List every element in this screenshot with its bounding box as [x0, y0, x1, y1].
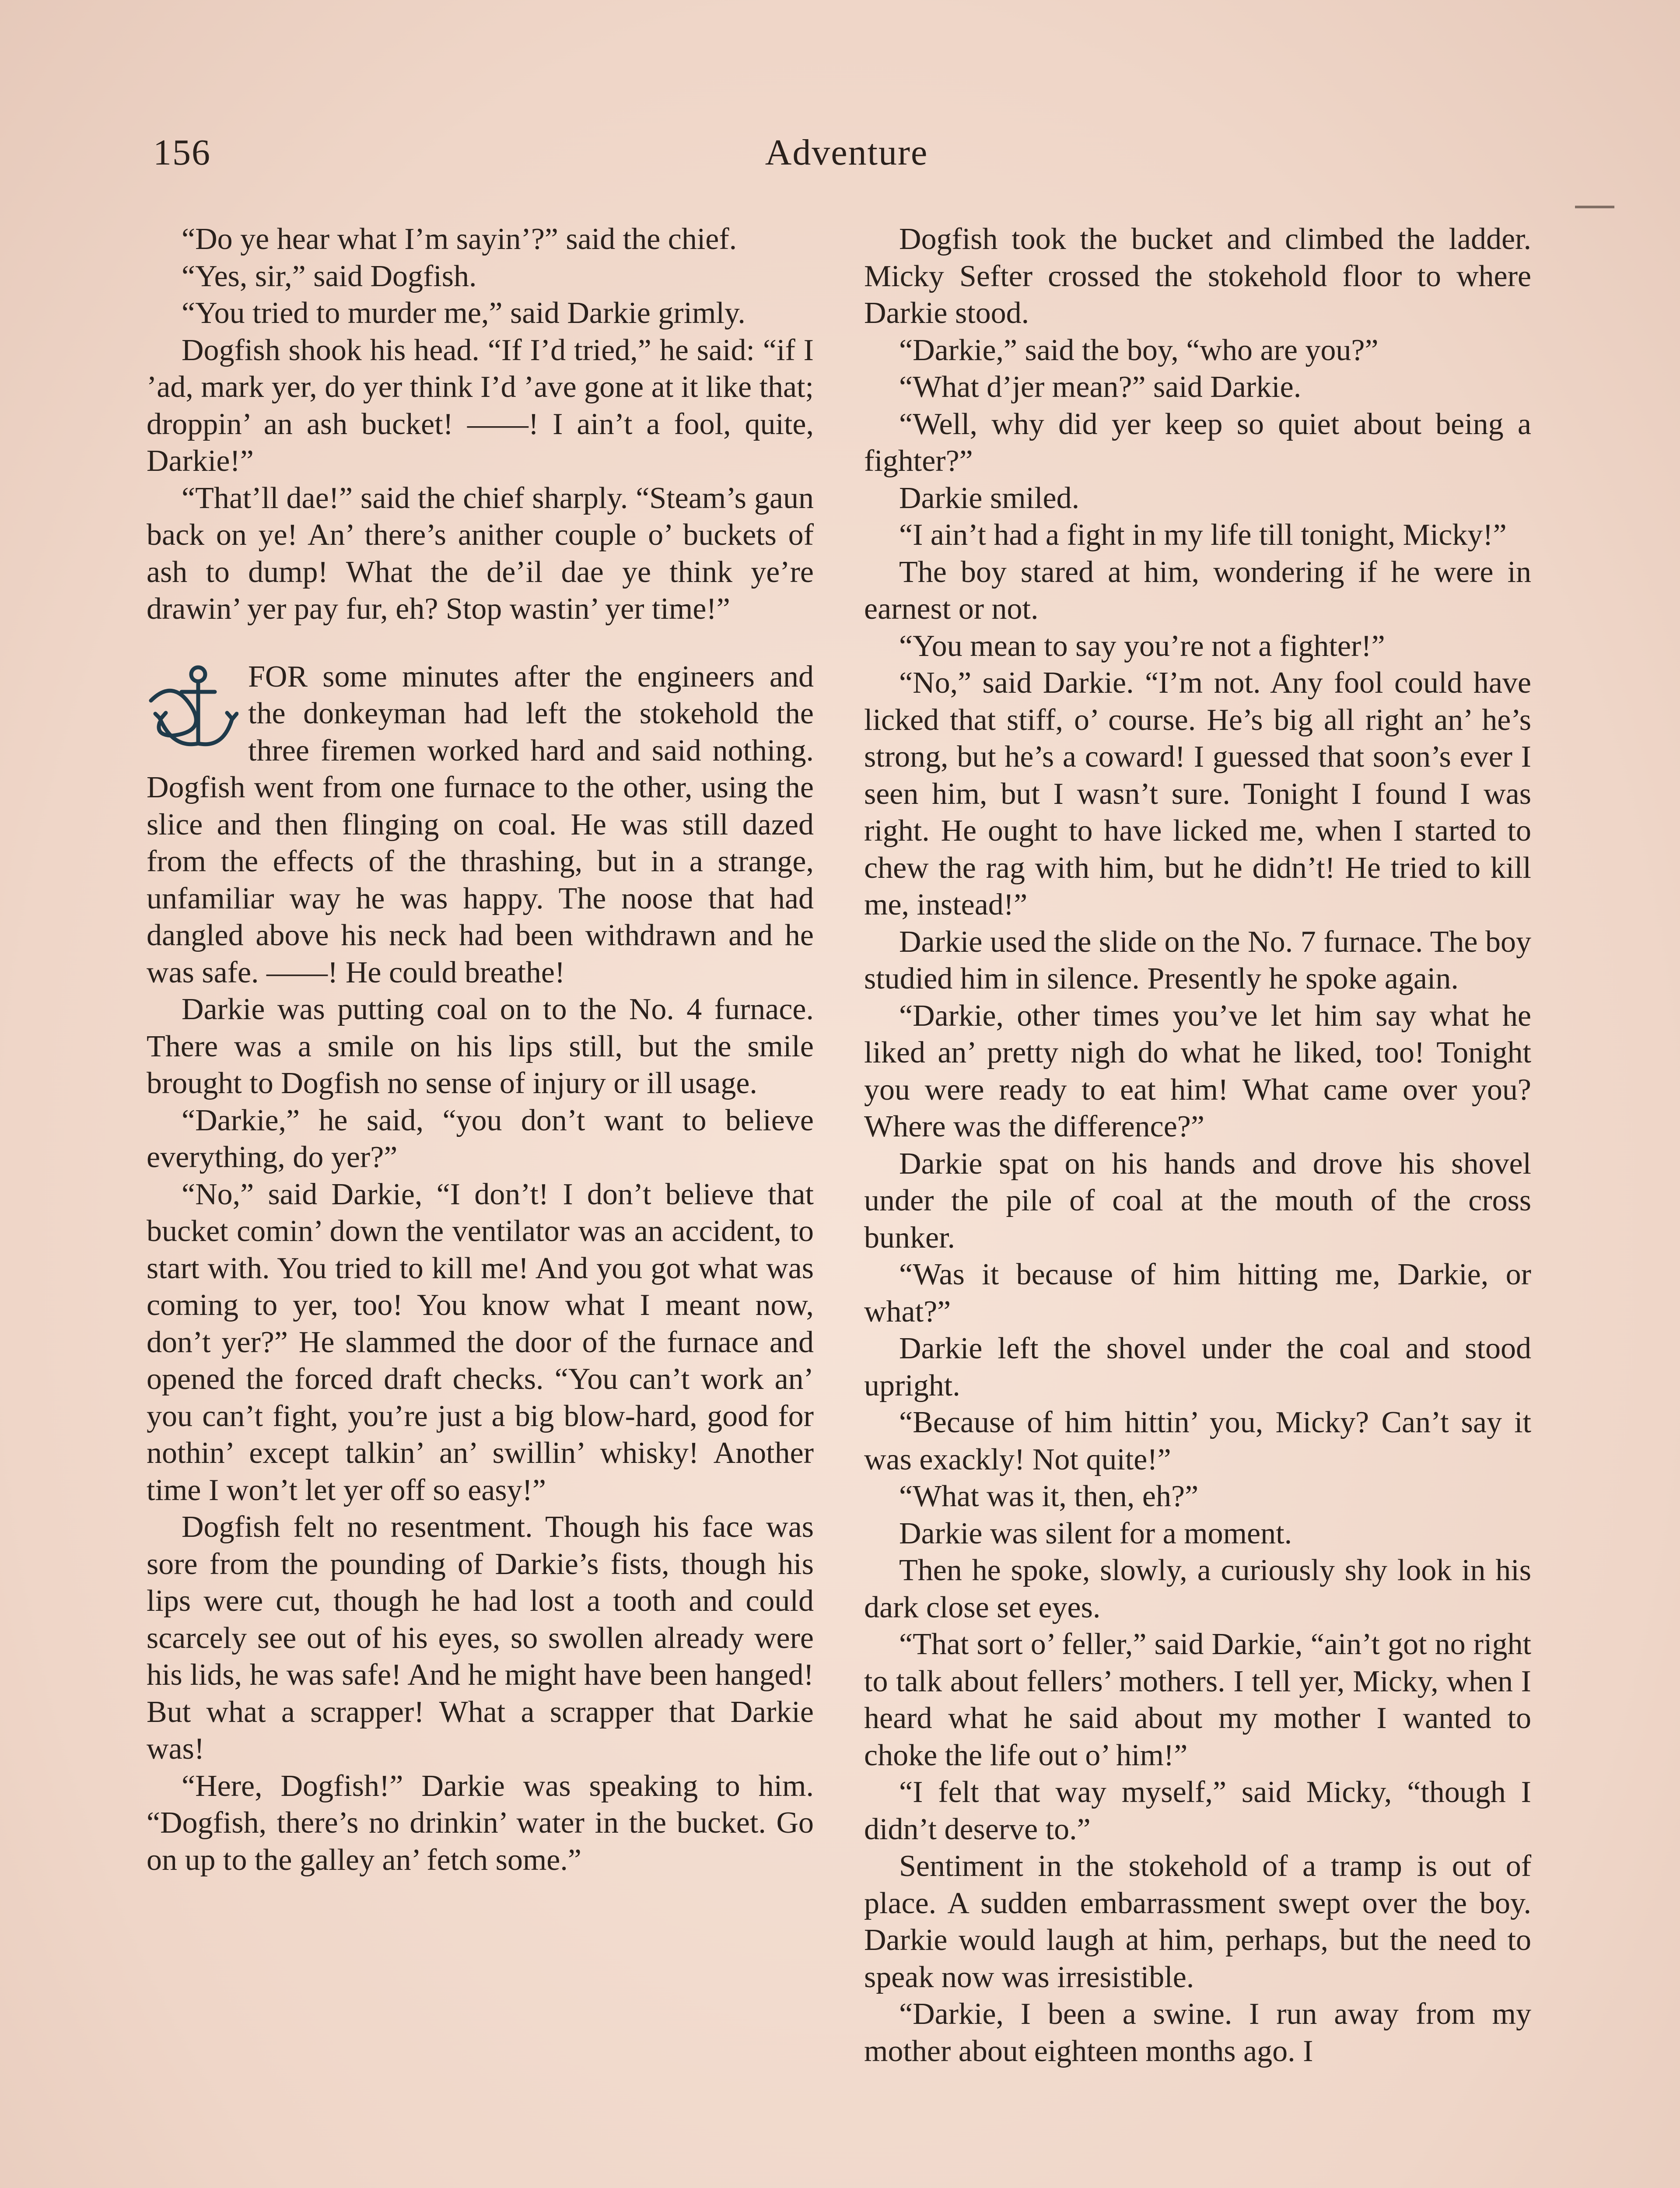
paragraph: “No,” said Darkie, “I don’t! I don’t believe that bucket comin’ down the ventilator was an accident, to start with. You tried to kill me! And you got what was coming to yer, too! You know what I meant now, don’t yer?” He slammed the door of the furnace and opened the forced draft checks. “You can’t work an’ you can’t fight, you’re just a big blow-hard, good for nothin’ except talkin’ an’ swillin’ whisky! Another time I won’t let yer off so easy!” — [147, 1177, 814, 1507]
paragraph: “Do ye hear what I’m sayin’?” said the chief. — [182, 222, 737, 256]
paragraph: “No,” said Darkie. “I’m not. Any fool could have licked that stiff, o’ course. He’s big all right an’ he’s strong, but he’s a coward! I guessed that soon’s ever I seen him, but I wasn’t sure. Tonight I found I was right. He ought to have licked me, when I started to chew the rag with him, but he didn’t! He tried to kill me, instead!” — [864, 666, 1531, 922]
left-column — [147, 221, 814, 1879]
paragraph: “Darkie,” said the boy, “who are you?” — [899, 333, 1379, 367]
paragraph: Darkie was putting coal on to the No. 4 furnace. There was a smile on his lips still, but the smile brought to Dogfish no sense of injury or ill usage. — [147, 992, 814, 1100]
paragraph: “What d’jer mean?” said Darkie. — [899, 370, 1302, 404]
paragraph: “Was it because of him hitting me, Darkie, or what?” — [864, 1258, 1531, 1329]
paragraph: “You tried to murder me,” said Darkie grimly. — [182, 296, 746, 330]
paragraph: Darkie was silent for a moment. — [899, 1516, 1292, 1550]
paragraph: Dogfish took the bucket and climbed the ladder. Micky Sefter crossed the stokehold floor to where Darkie stood. — [864, 222, 1531, 330]
paragraph: “Yes, sir,” said Dogfish. — [182, 259, 477, 293]
paragraph: Darkie smiled. — [899, 481, 1080, 515]
paragraph: Dogfish shook his head. “If I’d tried,” he said: “if I ’ad, mark yer, do yer think I’d ’ave gone at it like that; droppin’ an ash bucket! ——! I ain’t a fool, quite, Darkie!” — [147, 333, 814, 478]
right-column — [864, 221, 1531, 2070]
paragraph: “Well, why did yer keep so quiet about being a fighter?” — [864, 407, 1531, 478]
paragraph: “Here, Dogfish!” Darkie was speaking to him. “Dogfish, there’s no drinkin’ water in the bucket. Go on up to the galley an’ fetch some.” — [147, 1769, 814, 1877]
paragraph: “You mean to say you’re not a fighter!” — [899, 629, 1385, 663]
paragraph: FOR some minutes after the engineers and the donkeyman had left the stokehold the three firemen worked hard and said nothing. Dogfish went from one furnace to the other, using the slice and then flinging on coal. He was still dazed from the effects of the thrashing, but in a strange, unfamiliar way he was happy. The noose that had dangled above his neck had been withdrawn and he was safe. ——! He could breathe! — [147, 659, 814, 989]
paragraph: Darkie used the slide on the No. 7 furnace. The boy studied him in silence. Presently he spoke again. — [864, 925, 1531, 996]
paragraph: Sentiment in the stokehold of a tramp is out of place. A sudden embarrassment swept over the boy. Darkie would laugh at him, perhaps, but the need to speak now was irresistible. — [864, 1849, 1531, 1994]
running-title: Adventure — [765, 132, 928, 173]
paragraph: The boy stared at him, wondering if he were in earnest or not. — [864, 555, 1531, 626]
page-header — [153, 131, 1540, 184]
paragraph: “Darkie,” he said, “you don’t want to believe everything, do yer?” — [147, 1103, 814, 1174]
anchor-ornament-icon — [147, 661, 238, 755]
section-opening — [147, 659, 814, 992]
corner-mark — [1575, 206, 1614, 208]
paragraph: “I felt that way myself,” said Micky, “though I didn’t deserve to.” — [864, 1775, 1531, 1846]
paragraph: “That’ll dae!” said the chief sharply. “Steam’s gaun back on ye! An’ there’s anither couple o’ buckets of ash to dump! What the de’il dae ye think ye’re drawin’ yer pay fur, eh? Stop wastin’ yer time!” — [147, 481, 814, 626]
paragraph: “That sort o’ feller,” said Darkie, “ain’t got no right to talk about fellers’ mothers. I tell yer, Micky, when I heard what he said about my mother I wanted to choke the life out o’ him!” — [864, 1627, 1531, 1772]
paragraph: “Because of him hittin’ you, Micky? Can’t say it was exackly! Not quite!” — [864, 1406, 1531, 1476]
paragraph: “I ain’t had a fight in my life till tonight, Micky!” — [899, 518, 1507, 552]
paragraph: Darkie spat on his hands and drove his shovel under the pile of coal at the mouth of the cross bunker. — [864, 1147, 1531, 1255]
paragraph: “What was it, then, eh?” — [899, 1480, 1199, 1513]
section-break — [147, 628, 814, 659]
page-number: 156 — [153, 132, 211, 173]
paragraph: “Darkie, other times you’ve let him say what he liked an’ pretty nigh do what he liked, too! Tonight you were ready to eat him! What came over you? Where was the difference?” — [864, 999, 1531, 1143]
paragraph: “Darkie, I been a swine. I run away from my mother about eighteen months ago. I — [864, 1997, 1531, 2068]
paragraph: Dogfish felt no resentment. Though his face was sore from the pounding of Darkie’s fists, though his lips were cut, though he had lost a tooth and could scarcely see out of his eyes, so swollen already were his lids, he was safe! And he might have been hanged! But what a scrapper! What a scrapper that Darkie was! — [147, 1510, 814, 1766]
paragraph: Darkie left the shovel under the coal and stood upright. — [864, 1332, 1531, 1403]
paragraph: Then he spoke, slowly, a curiously shy look in his dark close set eyes. — [864, 1553, 1531, 1624]
